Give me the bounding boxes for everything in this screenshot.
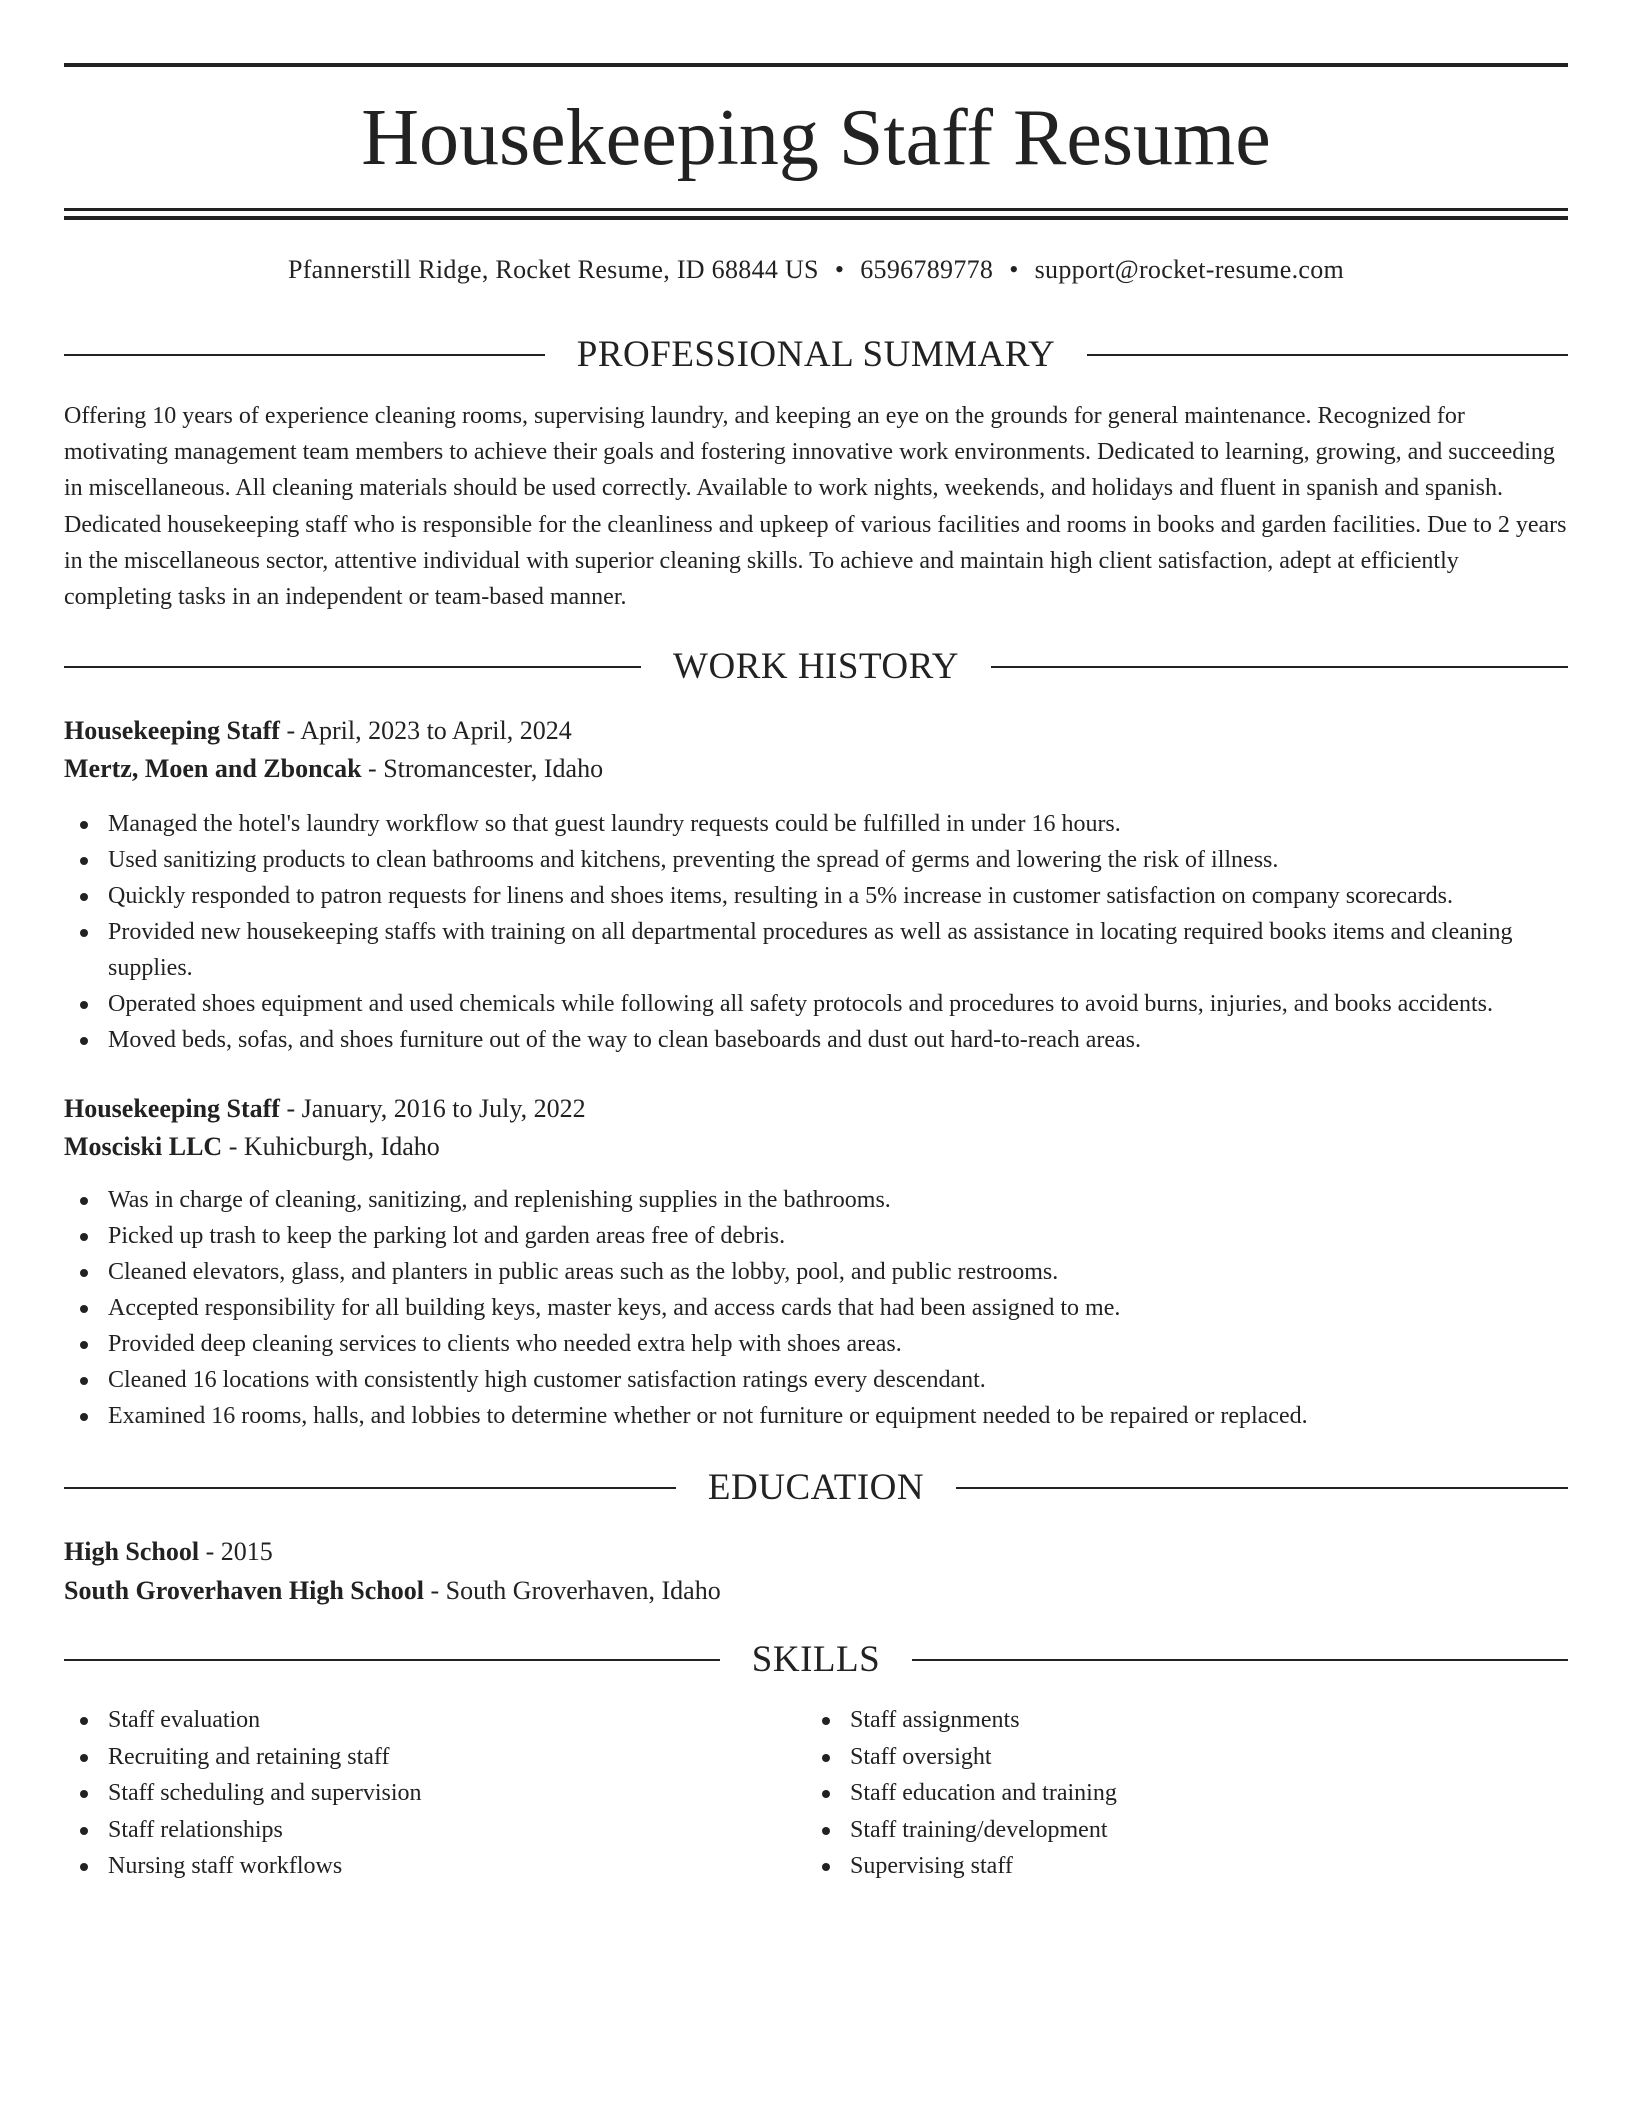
- skill-item: Staff relationships: [64, 1812, 764, 1849]
- job-2-company-line: [64, 1130, 1568, 1164]
- skill-item: Staff evaluation: [64, 1702, 764, 1739]
- job-1-bullets: [64, 806, 1568, 1058]
- list-item: Accepted responsibility for all building keys, master keys, and access cards that had been assigned to me.: [64, 1290, 1568, 1326]
- list-item: Was in charge of cleaning, sanitizing, and replenishing supplies in the bathrooms.: [64, 1182, 1568, 1218]
- heading-rule-left: [64, 1487, 676, 1489]
- contact-separator: •: [1009, 255, 1019, 284]
- heading-rule-right: [912, 1659, 1568, 1661]
- list-item: Provided deep cleaning services to clients who needed extra help with shoes areas.: [64, 1326, 1568, 1362]
- contact-address: Pfannerstill Ridge, Rocket Resume, ID 68844 US: [287, 255, 819, 284]
- education-school-line: [64, 1574, 1568, 1608]
- education-year: - 2015: [199, 1537, 273, 1566]
- job-1-dates: - April, 2023 to April, 2024: [279, 716, 572, 745]
- skill-item: Nursing staff workflows: [64, 1848, 764, 1885]
- list-item: Operated shoes equipment and used chemicals while following all safety protocols and procedures to avoid burns, injuries, and books accidents.: [64, 986, 1568, 1022]
- contact-line: [64, 254, 1568, 286]
- heading-rule-left: [64, 666, 641, 668]
- list-item: Examined 16 rooms, halls, and lobbies to determine whether or not furniture or equipment needed to be repaired or replaced.: [64, 1398, 1568, 1434]
- job-1-location: - Stromancester, Idaho: [361, 754, 604, 783]
- skill-item: Staff training/development: [806, 1812, 1506, 1849]
- education-school: South Groverhaven High School: [64, 1576, 424, 1605]
- list-item: Managed the hotel's laundry workflow so that guest laundry requests could be fulfilled in under 16 hours.: [64, 806, 1568, 842]
- skill-item: Supervising staff: [806, 1848, 1506, 1885]
- skills-heading: [64, 1636, 1568, 1684]
- list-item: Moved beds, sofas, and shoes furniture out of the way to clean baseboards and dust out hard-to-reach areas.: [64, 1022, 1568, 1058]
- heading-rule-left: [64, 1659, 720, 1661]
- job-2-bullets: [64, 1182, 1568, 1434]
- skill-item: Staff oversight: [806, 1739, 1506, 1776]
- work-history-heading-label: WORK HISTORY: [673, 646, 959, 687]
- title-rule-upper: [64, 208, 1568, 211]
- skills-heading-label: SKILLS: [751, 1639, 881, 1680]
- list-item: Used sanitizing products to clean bathrooms and kitchens, preventing the spread of germs and lowering the risk of illness.: [64, 842, 1568, 878]
- contact-separator: •: [834, 255, 845, 284]
- work-history-heading: [64, 643, 1568, 691]
- education-location: - South Groverhaven, Idaho: [423, 1576, 721, 1605]
- job-2-title-line: [64, 1092, 1568, 1126]
- summary-heading: [64, 331, 1568, 379]
- skills-right-column: [806, 1702, 1506, 1885]
- contact-phone: 6596789778: [860, 255, 994, 284]
- resume-title: Housekeeping Staff Resume: [361, 94, 1271, 182]
- job-2-title: Housekeeping Staff: [64, 1094, 280, 1123]
- list-item: Picked up trash to keep the parking lot and garden areas free of debris.: [64, 1218, 1568, 1254]
- job-2-dates: - January, 2016 to July, 2022: [279, 1094, 586, 1123]
- heading-rule-left: [64, 354, 545, 356]
- education-heading-label: EDUCATION: [707, 1467, 925, 1508]
- list-item: Provided new housekeeping staffs with training on all departmental procedures as well as assistance in locating required books items and cleaning supplies.: [64, 914, 1568, 986]
- skills-left-column: [64, 1702, 764, 1885]
- education-degree-line: [64, 1535, 1568, 1569]
- job-1-company-line: [64, 752, 1568, 786]
- list-item: Cleaned 16 locations with consistently high customer satisfaction ratings every descendant.: [64, 1362, 1568, 1398]
- education-degree: High School: [64, 1537, 200, 1566]
- job-1-title: Housekeeping Staff: [64, 716, 280, 745]
- summary-text: Offering 10 years of experience cleaning rooms, supervising laundry, and keeping an eye on the grounds for general maintenance. Recognized for motivating management team members to achieve their goals and fostering innovative work environments. Dedicated to learning, growing, and succeeding in miscellaneous. All cleaning materials should be used correctly. Available to work nights, weekends, and holidays and fluent in spanish and spanish. Dedicated housekeeping staff who is responsible for the cleanliness and upkeep of various facilities and rooms in books and garden facilities. Due to 2 years in the miscellaneous sector, attentive individual with superior cleaning skills. To achieve and maintain high client satisfaction, adept at efficiently completing tasks in an independent or team-based manner.: [64, 403, 1567, 611]
- skill-item: Staff education and training: [806, 1775, 1506, 1812]
- skill-item: Recruiting and retaining staff: [64, 1739, 764, 1776]
- heading-rule-right: [991, 666, 1568, 668]
- education-heading: [64, 1464, 1568, 1512]
- skill-item: Staff scheduling and supervision: [64, 1775, 764, 1812]
- heading-rule-right: [956, 1487, 1568, 1489]
- job-2-location: - Kuhicburgh, Idaho: [222, 1132, 440, 1161]
- list-item: Quickly responded to patron requests for linens and shoes items, resulting in a 5% increase in customer satisfaction on company scorecards.: [64, 878, 1568, 914]
- job-2-company: Mosciski LLC: [64, 1132, 223, 1161]
- contact-email: support@rocket-resume.com: [1034, 255, 1345, 284]
- top-rule: [64, 63, 1568, 67]
- job-1-title-line: [64, 714, 1568, 748]
- title-rule-lower: [64, 216, 1568, 220]
- heading-rule-right: [1087, 354, 1568, 356]
- skill-item: Staff assignments: [806, 1702, 1506, 1739]
- list-item: Cleaned elevators, glass, and planters in public areas such as the lobby, pool, and public restrooms.: [64, 1254, 1568, 1290]
- summary-heading-label: PROFESSIONAL SUMMARY: [576, 334, 1056, 375]
- job-1-company: Mertz, Moen and Zboncak: [64, 754, 362, 783]
